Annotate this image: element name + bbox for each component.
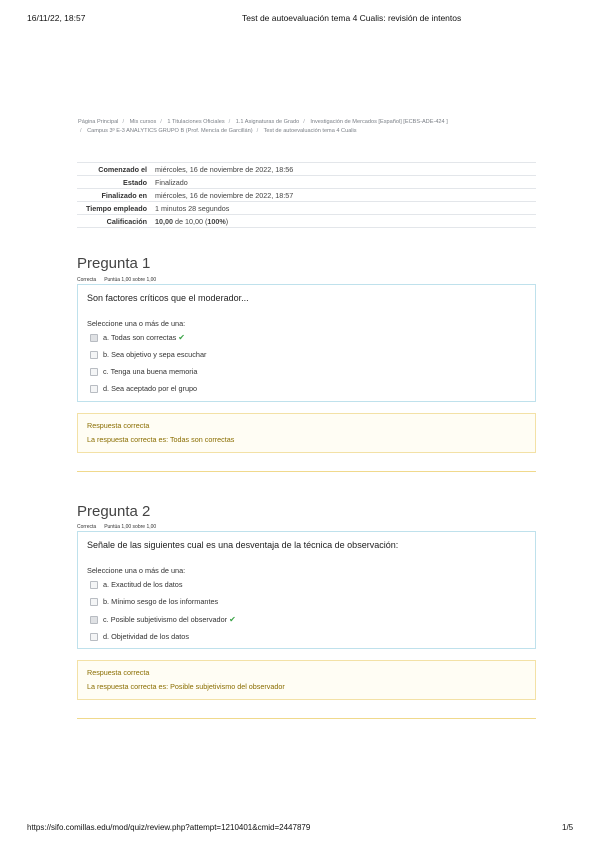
breadcrumb-titulaciones[interactable]: 1 Titulaciones Oficiales <box>167 119 225 125</box>
summary-key: Comenzado el <box>77 163 151 176</box>
question-1-text: Son factores críticos que el moderador... <box>87 293 249 303</box>
question-1-option-b[interactable] <box>90 350 206 359</box>
question-2-option-b[interactable] <box>90 597 218 606</box>
feedback-title: Respuesta correcta <box>87 421 150 430</box>
question-1-option-c[interactable] <box>90 367 197 376</box>
summary-key: Calificación <box>77 215 151 228</box>
summary-row <box>77 202 536 215</box>
breadcrumb-campus[interactable]: Campus 3º E-3 ANALYTICS GRUPO B (Prof. Mencía de Garcillán) <box>87 128 253 134</box>
question-2-feedback <box>77 660 536 700</box>
checkbox-icon[interactable] <box>90 616 98 624</box>
breadcrumb-quiz[interactable]: Test de autoevaluación tema 4 Cualis <box>263 128 357 134</box>
question-1-prompt: Seleccione una o más de una: <box>87 319 186 328</box>
checkbox-icon[interactable] <box>90 368 98 376</box>
summary-key: Finalizado en <box>77 189 151 202</box>
feedback-title: Respuesta correcta <box>87 668 150 677</box>
option-label: b. Sea objetivo y sepa escuchar <box>103 350 207 359</box>
question-1-feedback <box>77 413 536 453</box>
option-label: c. Posible subjetivismo del observador <box>103 615 228 624</box>
question-1-meta <box>77 277 164 283</box>
attempt-summary-table <box>77 162 536 228</box>
breadcrumb-course[interactable]: Investigación de Mercados [Español] [ECBS-ADE-424 ] <box>310 119 448 125</box>
checkbox-icon[interactable] <box>90 351 98 359</box>
summary-key: Estado <box>77 176 151 189</box>
summary-row <box>77 163 536 176</box>
print-datetime: 16/11/22, 18:57 <box>27 13 86 23</box>
summary-value: miércoles, 16 de noviembre de 2022, 18:57 <box>151 189 536 202</box>
question-2-option-d[interactable] <box>90 632 189 641</box>
question-2-box <box>77 531 536 649</box>
checkbox-icon[interactable] <box>90 598 98 606</box>
breadcrumb-asignaturas[interactable]: 1.1 Asignaturas de Grado <box>235 119 300 125</box>
question-2-option-a[interactable] <box>90 580 183 589</box>
print-page-number: 1/5 <box>562 823 574 832</box>
option-label: a. Todas son correctas <box>103 333 177 342</box>
checkbox-icon[interactable] <box>90 334 98 342</box>
question-1-score: Puntúa 1,00 sobre 1,00 <box>104 277 157 283</box>
question-2-text: Señale de las siguientes cual es una desventaja de la técnica de observación: <box>87 540 399 550</box>
option-label: a. Exactitud de los datos <box>103 580 183 589</box>
question-1-status: Correcta <box>77 277 97 283</box>
summary-key: Tiempo empleado <box>77 202 151 215</box>
breadcrumb-my-courses[interactable]: Mis cursos <box>129 119 157 125</box>
breadcrumb: Página Principal / Mis cursos / 1 Titulaciones Oficiales / 1.1 Asignaturas de Grado / Investigación de Mercados [Español] [ECBS-ADE-424 ] / Campus 3º E-3 ANALYTICS GRUPO B (Prof. Mencía de Garcillán) / Test de autoevaluación tema 4 Cualis <box>78 119 448 134</box>
feedback-answer: La respuesta correcta es: Todas son correctas <box>87 435 235 444</box>
question-2-meta <box>77 524 164 530</box>
checkmark-icon: ✔ <box>178 333 185 342</box>
option-label: d. Objetividad de los datos <box>103 632 189 641</box>
question-2-score: Puntúa 1,00 sobre 1,00 <box>104 524 157 530</box>
option-label: c. Tenga una buena memoria <box>103 367 198 376</box>
summary-grade: 10,00 de 10,00 (100%) <box>151 215 536 228</box>
question-1-title: Pregunta 1 <box>77 255 151 272</box>
question-1-option-d[interactable] <box>90 384 197 393</box>
question-1-box <box>77 284 536 402</box>
print-page-title: Test de autoevaluación tema 4 Cualis: revisión de intentos <box>242 13 462 23</box>
checkbox-icon[interactable] <box>90 633 98 641</box>
question-2-title: Pregunta 2 <box>77 503 151 520</box>
summary-value: Finalizado <box>151 176 536 189</box>
option-label: d. Sea aceptado por el grupo <box>103 384 198 393</box>
summary-value: miércoles, 16 de noviembre de 2022, 18:56 <box>151 163 536 176</box>
checkbox-icon[interactable] <box>90 385 98 393</box>
feedback-answer: La respuesta correcta es: Posible subjetivismo del observador <box>87 682 285 691</box>
question-2-option-c[interactable] <box>90 615 236 624</box>
summary-row <box>77 189 536 202</box>
breadcrumb-home[interactable]: Página Principal <box>78 119 119 125</box>
summary-value: 1 minutos 28 segundos <box>151 202 536 215</box>
question-2-status: Correcta <box>77 524 97 530</box>
summary-row <box>77 215 536 228</box>
option-label: b. Mínimo sesgo de los informantes <box>103 597 219 606</box>
question-2-prompt: Seleccione una o más de una: <box>87 566 186 575</box>
question-1-option-a[interactable] <box>90 333 185 342</box>
print-url: https://sifo.comillas.edu/mod/quiz/review.php?attempt=1210401&cmid=2447879 <box>27 823 311 832</box>
question-divider <box>77 718 536 719</box>
summary-row <box>77 176 536 189</box>
checkbox-icon[interactable] <box>90 581 98 589</box>
question-divider <box>77 471 536 472</box>
checkmark-icon: ✔ <box>229 615 236 624</box>
